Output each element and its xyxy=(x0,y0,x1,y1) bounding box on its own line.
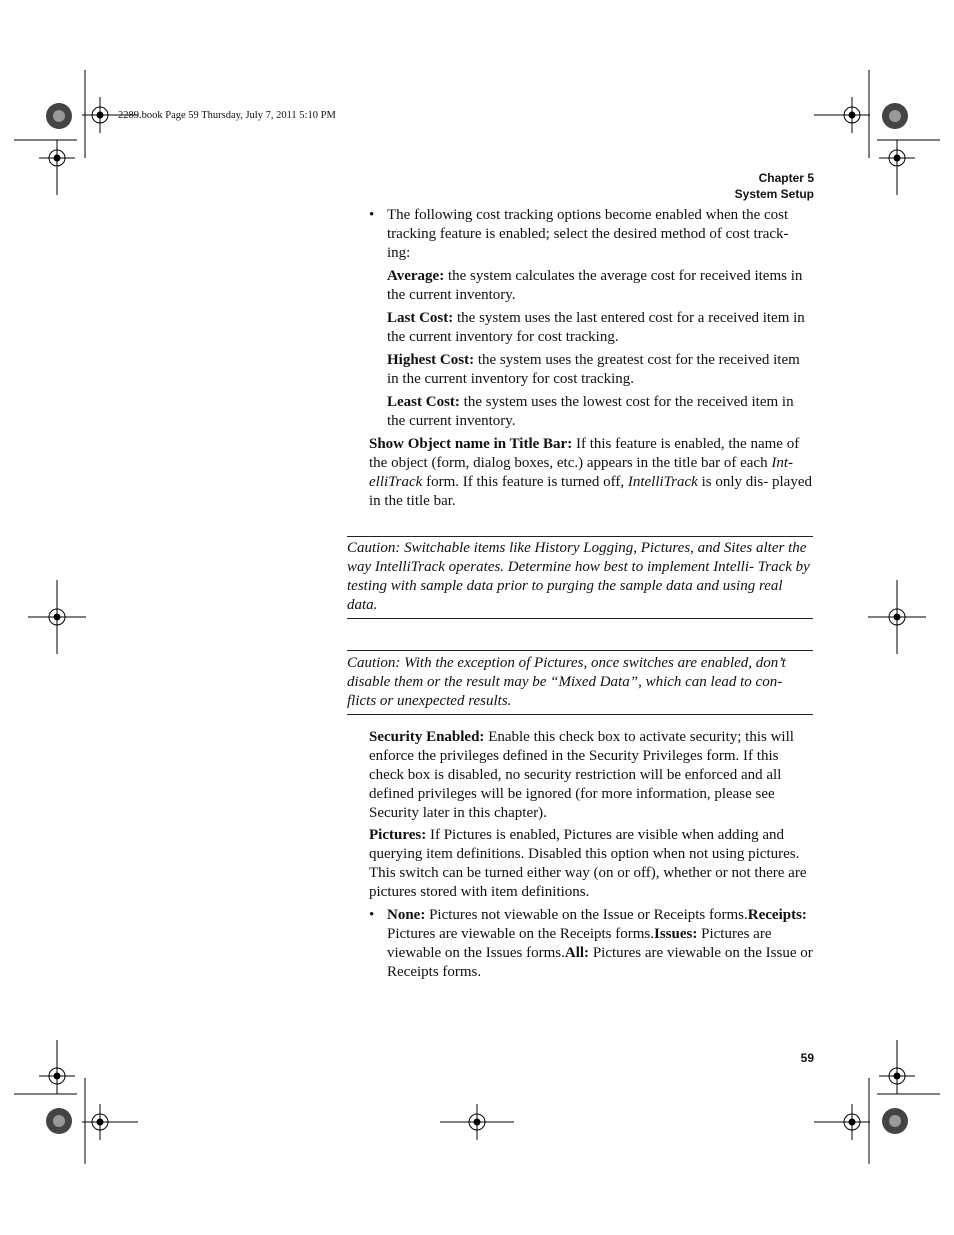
option-highest-cost: Highest Cost: the system uses the greatest cost for the received item in the current inventory for cost tracking. xyxy=(387,352,800,387)
crosshair-icon xyxy=(440,1104,514,1140)
bullet-mark: • xyxy=(369,907,375,923)
page-number: 59 xyxy=(800,1051,814,1065)
option-least-cost: Least Cost: the system uses the lowest cost for the received item in the current inventory. xyxy=(387,394,794,429)
starburst-icon xyxy=(46,103,72,129)
security-paragraph: Security Enabled: Enable this check box to activate security; this will enforce the privileges defined in the Security Privileges form. If this check box is disabled, no security restriction will be enforced and all defined privileges will be ignored (for more information, please see Security later in this chapter). xyxy=(369,729,794,821)
crosshair-icon xyxy=(879,1040,915,1094)
caution-text: Caution: Switchable items like History Logging, Pictures, and Sites alter the way IntelliTrack operates. Determine how best to implement Intelli- Track by testing with sample data prior to purging the sample data and using real data. xyxy=(347,540,810,613)
starburst-icon xyxy=(882,1108,908,1134)
bullet-mark: • xyxy=(369,207,375,223)
starburst-icon xyxy=(882,103,908,129)
show-object-paragraph: Show Object name in Title Bar: If this feature is enabled, the name of the object (form, dialog boxes, etc.) appears in the title bar of each Int- elliTrack form. If this feature is turned off, IntelliTrack is only dis- played in the title bar. xyxy=(369,436,812,509)
cost-tracking-bullet xyxy=(369,206,813,431)
crosshair-icon xyxy=(39,1040,75,1094)
option-last-cost: Last Cost: the system uses the last entered cost for a received item in the current inventory for cost tracking. xyxy=(387,310,805,345)
pictures-options-bullet: • None: Pictures not viewable on the Issue or Receipts forms.Receipts: Pictures are viewable on the Receipts forms.Issues: Pictures are viewable on the Issues forms.All: Pictures are viewable on the Issue or Receipts forms. xyxy=(369,907,813,980)
section-label: System Setup xyxy=(734,187,814,201)
option-average: Average: the system calculates the average cost for received items in the current inventory. xyxy=(387,268,803,303)
print-info: 2289.book Page 59 Thursday, July 7, 2011 5:10 PM xyxy=(118,110,336,121)
crosshair-icon xyxy=(879,140,915,195)
crosshair-icon xyxy=(39,140,75,195)
crosshair-icon xyxy=(82,1104,138,1140)
caution-note xyxy=(347,650,813,715)
caution-note xyxy=(347,536,813,619)
cost-tracking-intro: The following cost tracking options become enabled when the cost tracking feature is enabled; select the desired method of cost track- ing: xyxy=(387,207,789,261)
chapter-label: Chapter 5 xyxy=(758,171,814,185)
crosshair-icon xyxy=(28,580,86,654)
crosshair-icon xyxy=(814,1104,870,1140)
crosshair-icon xyxy=(868,580,926,654)
starburst-icon xyxy=(46,1108,72,1134)
crosshair-icon xyxy=(814,97,870,133)
caution-text: Caution: With the exception of Pictures, once switches are enabled, don’t disable them or the result may be “Mixed Data”, which can lead to con- flicts or unexpected results. xyxy=(347,655,786,709)
pictures-paragraph: Pictures: If Pictures is enabled, Pictures are visible when adding and querying item definitions. Disabled this option when not using pictures. This switch can be turned either way (on or off), whether or not there are pictures stored with item definitions. xyxy=(369,827,807,900)
